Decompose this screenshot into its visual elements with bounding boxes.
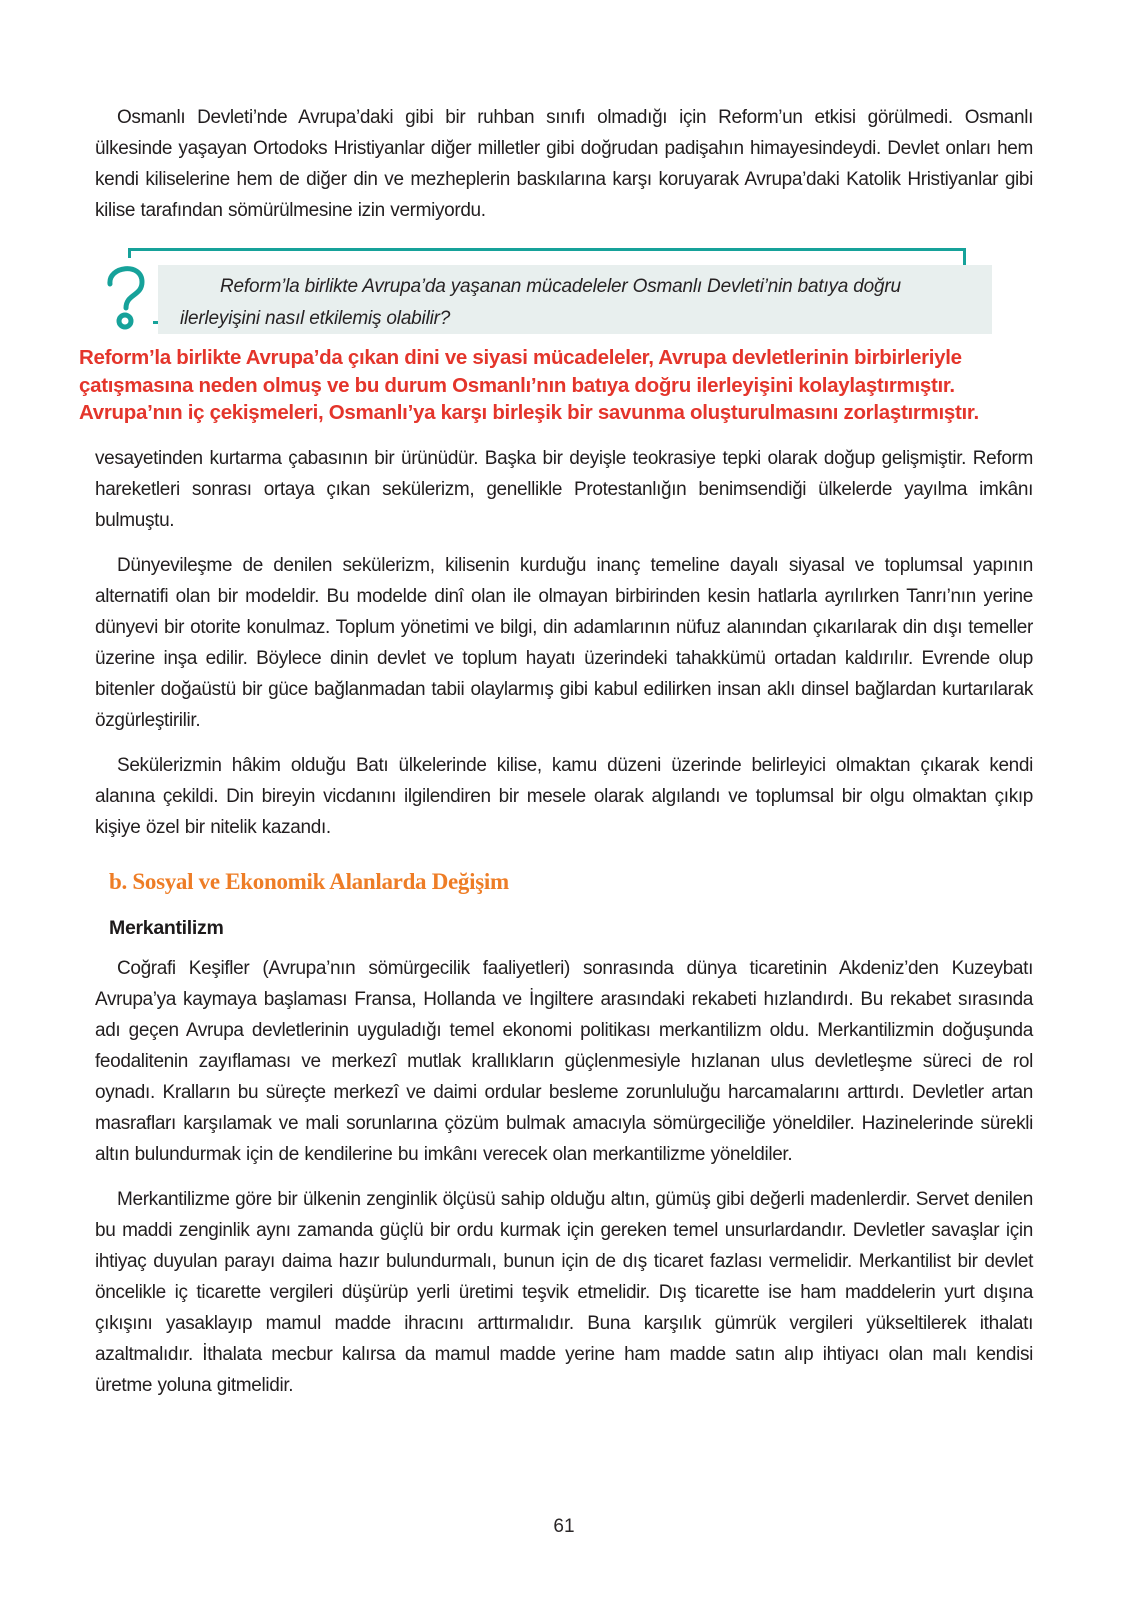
question-mark-icon	[99, 258, 153, 334]
paragraph-vesayet: vesayetinden kurtarma çabasının bir ürünüdür. Başka bir deyişle teokrasiye tepki olarak doğup gelişmiştir. Reform hareketleri sonrası ortaya çıkan sekülerizm, genellikle Protestanlığın benimsendiği ülkelerde yayılma imkânı bulmuştu.	[95, 447, 1033, 531]
section-heading-sosyal-ekonomik: b. Sosyal ve Ekonomik Alanlarda Değişim	[109, 868, 509, 894]
question-box-panel	[158, 265, 992, 334]
paragraph-sekulerizm: Sekülerizmin hâkim olduğu Batı ülkelerinde kilise, kamu düzeni üzerinde belirleyici olmaktan çıkarak kendi alanına çekildi. Din bireyin vicdanını ilgilendiren bir mesele olarak algılandı ve toplumsal bir olgu olmaktan çıkıp kişiye özel bir nitelik kazandı.	[95, 754, 1033, 838]
paragraph-cografi-kesifler: Coğrafi Keşifler (Avrupa’nın sömürgecilik faaliyetleri) sonrasında dünya ticaretinin Akdeniz’den Kuzeybatı Avrupa’ya kaymaya başlaması Fransa, Hollanda ve İngiltere arasındaki rekabeti hızlandırdı. Bu rekabet sırasında adı geçen Avrupa devletlerinin uyguladığı temel ekonomi politikası merkantilizm oldu. Merkantilizmin doğuşunda feodalitenin zayıflaması ve merkezî mutlak krallıkların güçlenmesiyle hızlanan ulus devletleşme süreci de rol oynadı. Kralların bu süreçte merkezî ve daimi ordular besleme zorunluluğu harcamalarını arttırdı. Devletler artan masrafları karşılamak ve mali sorunlarına çözüm bulmak amacıyla sömürgeciliğe yöneldiler. Hazinelerinde sürekli altın bulundurmak için de kendilerine bu imkânı verecek olan merkantilizme yöneldiler.	[95, 957, 1033, 1165]
question-box	[95, 246, 1033, 338]
page-number: 61	[553, 1516, 575, 1537]
intro-paragraph: Osmanlı Devleti’nde Avrupa’daki gibi bir ruhban sınıfı olmadığı için Reform’un etkisi görülmedi. Osmanlı ülkesinde yaşayan Ortodoks Hristiyanlar diğer milletler gibi doğrudan padişahın himayesindeydi. Devlet onları hem kendi kiliselerine hem de diğer din ve mezheplerin baskılarına karşı koruyarak Avrupa’daki Katolik Hristiyanlar gibi kilise tarafından sömürülmesine izin vermiyordu.	[95, 107, 1033, 221]
subheading-merkantilizm: Merkantilizm	[109, 916, 224, 939]
paragraph-merkantilizme-gore: Merkantilizme göre bir ülkenin zenginlik ölçüsü sahip olduğu altın, gümüş gibi değerli madenlerdir. Servet denilen bu maddi zenginlik aynı zamanda güçlü bir ordu kurmak için gereken temel unsurlardandır. Devletler savaşlar için ihtiyaç duyulan parayı daima hazır bulundurmalı, bunun için de dış ticaret fazlası vermelidir. Merkantilist bir devlet öncelikle iç ticarette vergileri düşürüp yerli üretimi teşvik etmelidir. Dış ticarette ise ham maddelerin yurt dışına çıkışını yasaklayıp mamul madde ihracını arttırmalıdır. Buna karşılık gümrük vergileri yükseltilerek ithalatı azaltmalıdır. İthalata mecbur kalırsa da mamul madde yerine ham madde satın alıp ihtiyacı olan malı kendisi üretme yoluna gitmelidir.	[95, 1188, 1033, 1396]
question-text: Reform’la birlikte Avrupa’da yaşanan mücadeleler Osmanlı Devleti’nin batıya doğru ilerleyişini nasıl etkilemiş olabilir?	[180, 276, 901, 329]
answer-text: Reform’la birlikte Avrupa’da çıkan dini ve siyasi mücadeleler, Avrupa devletlerinin birbirleriyle çatışmasına neden olmuş ve bu durum Osmanlı’nın batıya doğru ilerleyişini kolaylaştırmıştır. Avrupa’nın iç çekişmeleri, Osmanlı’ya karşı birleşik bir savunma oluşturulmasını zorlaştırmıştır.	[79, 346, 979, 424]
paragraph-dunyevilesme: Dünyevileşme de denilen sekülerizm, kilisenin kurduğu inanç temeline dayalı siyasal ve toplumsal yapının alternatifi olan bir modeldir. Bu modelde dinî olan ile olmayan birbirinden kesin hatlarla ayrılırken Tanrı’nın yerine dünyevi bir otorite konulmaz. Toplum yönetimi ve bilgi, din adamlarının nüfuz alanından çıkarılarak din dışı temeller üzerine inşa edilir. Böylece dinin devlet ve toplum hayatı üzerindeki tahakkümü ortadan kaldırılır. Evrende olup bitenler doğaüstü bir güce bağlanmadan tabii olaylarmış gibi kabul edilirken insan aklı dinsel bağlardan kurtarılarak özgürleştirilir.	[95, 554, 1033, 731]
